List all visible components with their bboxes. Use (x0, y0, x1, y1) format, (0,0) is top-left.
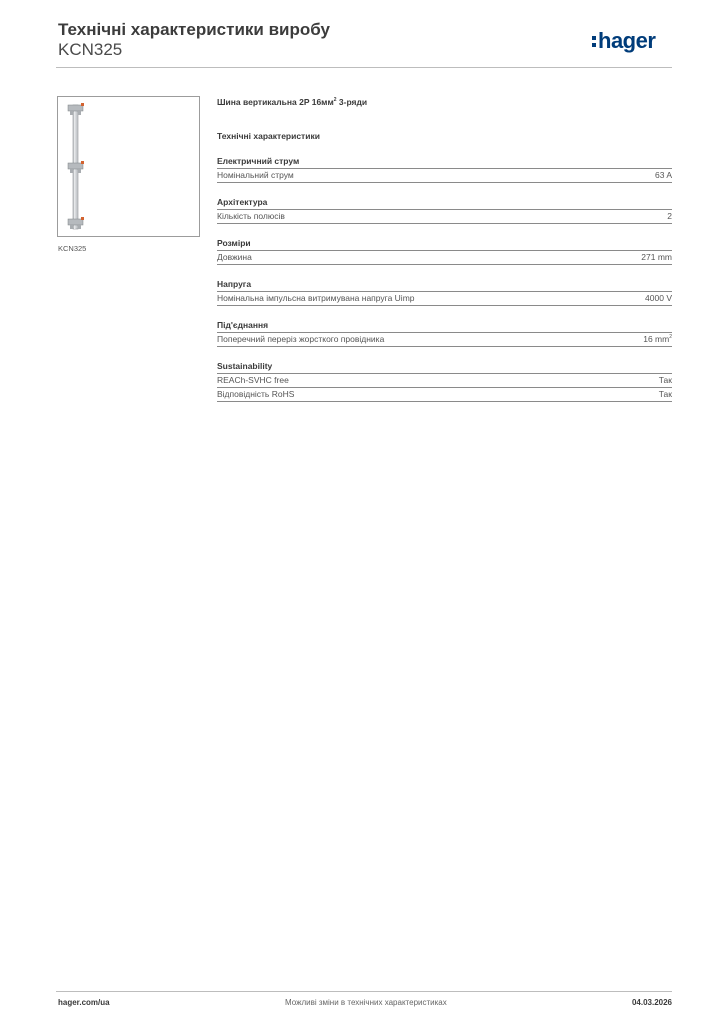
footer-date: 04.03.2026 (631, 998, 672, 1007)
footer-divider (56, 991, 672, 992)
spec-row (217, 374, 672, 388)
spec-value: Так (658, 375, 672, 385)
product-image-frame (57, 96, 200, 237)
product-name-main: Шина вертикальна 2P 16мм (217, 97, 334, 107)
spec-content (217, 96, 672, 402)
spec-section-architecture (217, 197, 672, 224)
header-divider (56, 67, 672, 68)
spec-section-connection (217, 320, 672, 347)
spec-section-voltage (217, 279, 672, 306)
product-name (217, 96, 672, 108)
image-caption: KCN325 (58, 244, 87, 253)
document-title: Технічні характеристики виробу (58, 20, 330, 39)
spec-label: Поперечний переріз жорсткого провідника (217, 334, 385, 344)
spec-value: 271 mm (641, 252, 672, 262)
product-name-tail: 3-ряди (336, 97, 368, 107)
spec-label: Номінальний струм (217, 170, 294, 180)
tech-specs-heading: Технічні характеристики (217, 131, 320, 141)
product-name-superscript: 2 (333, 97, 337, 104)
spec-label: Кількість полюсів (217, 211, 285, 221)
hager-logo (592, 27, 676, 55)
section-title: Sustainability (217, 361, 672, 374)
spec-row (217, 210, 672, 224)
spec-value (643, 333, 672, 346)
vertical-busbar-image (64, 101, 90, 233)
logo-wordmark: hager (598, 28, 656, 53)
spec-label: Номінальна імпульсна витримувана напруга Uimp (217, 293, 415, 303)
footer-website: hager.com/ua (58, 998, 110, 1007)
section-title: Архітектура (217, 197, 672, 210)
spec-label: Відповідність RoHS (217, 389, 295, 399)
footer-disclaimer: Можливі зміни в технічних характеристиках (285, 998, 447, 1007)
spec-row (217, 333, 672, 347)
spec-label: Довжина (217, 252, 252, 262)
spec-row (217, 388, 672, 402)
spec-section-dimensions (217, 238, 672, 265)
spec-value: 63 A (654, 170, 672, 180)
spec-section-sustainability (217, 361, 672, 402)
section-title: Напруга (217, 279, 672, 292)
spec-value: 4000 V (645, 293, 672, 303)
spec-value: 2 (667, 211, 672, 221)
spec-row (217, 251, 672, 265)
logo-colon-icon (592, 33, 597, 49)
spec-row (217, 292, 672, 306)
product-code: KCN325 (58, 40, 123, 59)
section-title: Під'єднання (217, 320, 672, 333)
spec-value-superscript: 2 (669, 334, 672, 341)
section-title: Розміри (217, 238, 672, 251)
spec-row (217, 169, 672, 183)
spec-value: Так (658, 389, 672, 399)
spec-value-text: 16 mm (643, 334, 670, 344)
spec-label: REACh-SVHC free (217, 375, 289, 385)
section-title: Електричний струм (217, 156, 672, 169)
spec-section-current (217, 156, 672, 183)
